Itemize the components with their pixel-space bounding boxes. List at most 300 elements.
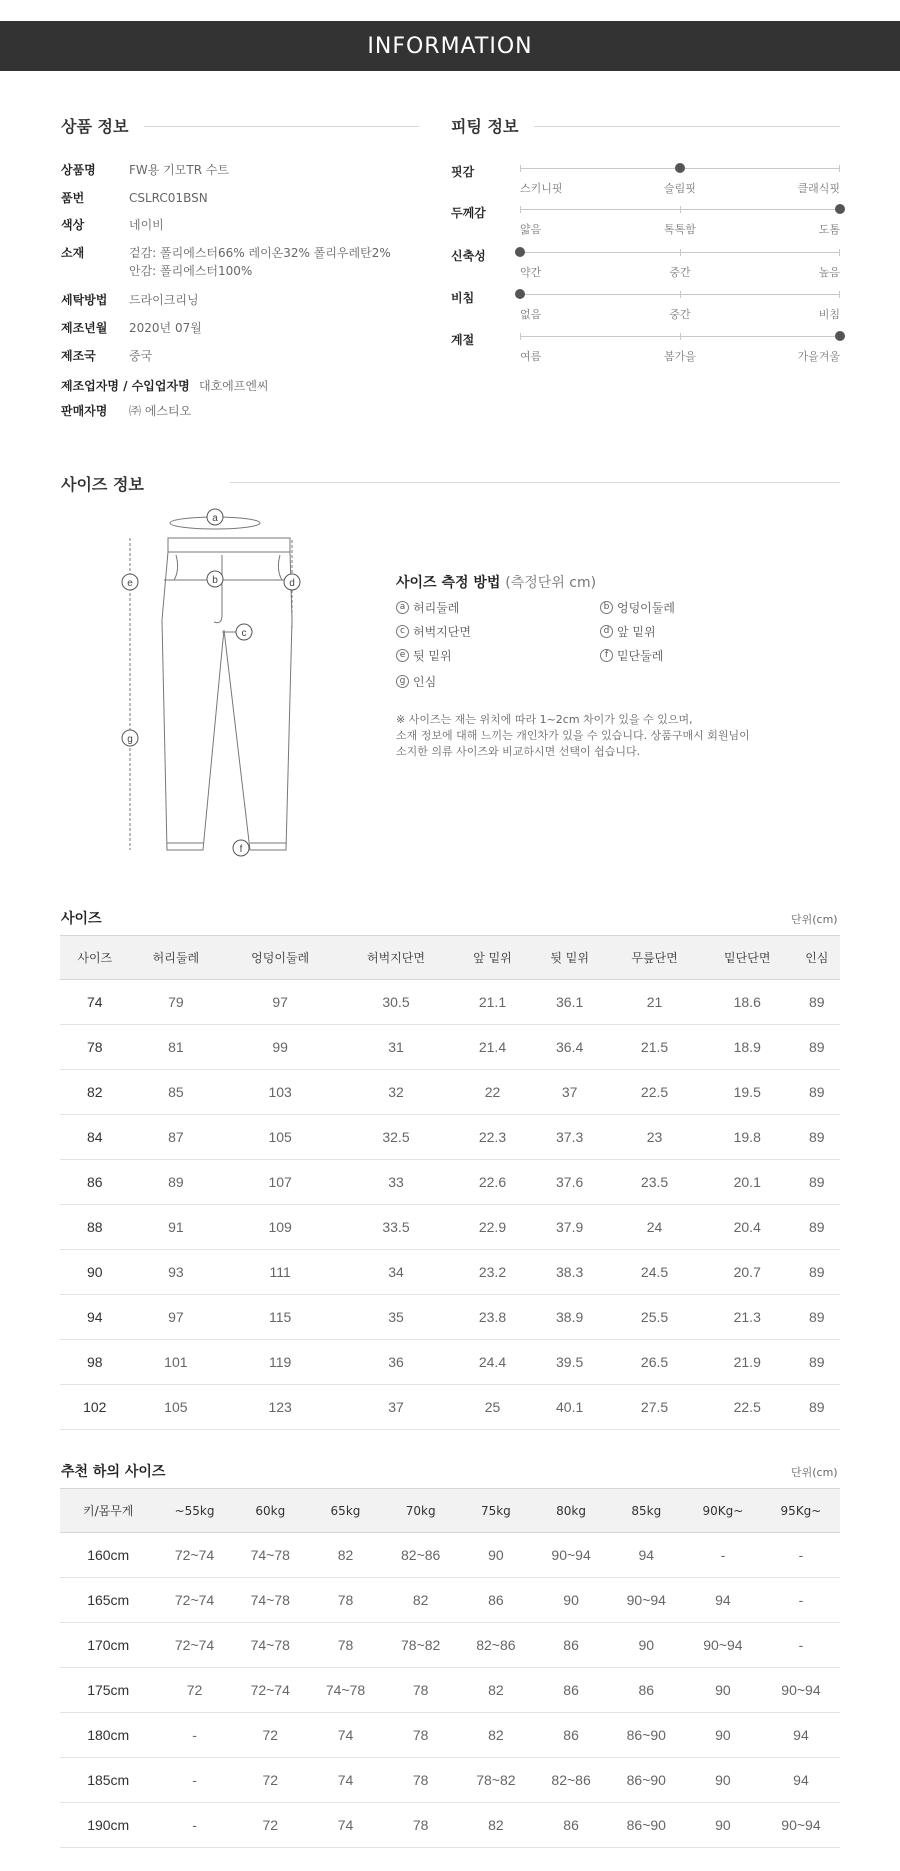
size-table-cell: 20.7: [701, 1250, 794, 1295]
reco-table-cell: 82: [383, 1578, 458, 1623]
table-row: [60, 1623, 840, 1668]
note-line: ※ 사이즈는 재는 위치에 따라 1~2cm 차이가 있을 수 있으며,: [396, 713, 693, 726]
reco-table-cell: 86: [458, 1578, 533, 1623]
reco-table-cell: 82: [308, 1533, 383, 1578]
size-table-cell: 89: [794, 1205, 840, 1250]
size-table-cell: 23.2: [454, 1250, 531, 1295]
measure-label: 앞 밑위: [617, 625, 656, 639]
fit-option-label: 높음: [818, 266, 840, 279]
reco-table-header-cell: 80kg: [533, 1489, 608, 1533]
reco-table-cell: 82~86: [533, 1758, 608, 1803]
table-row: [60, 1340, 840, 1385]
size-table-cell: 89: [794, 980, 840, 1025]
reco-table-header-cell: 90Kg~: [684, 1489, 762, 1533]
fit-selected-dot: [515, 247, 525, 257]
marker-a: a: [212, 513, 218, 524]
reco-table-cell: 72~74: [156, 1623, 232, 1668]
marker-d: d: [289, 578, 295, 589]
info-value: [129, 244, 391, 280]
reco-table-cell: 185cm: [60, 1758, 156, 1803]
fit-tick: [839, 165, 840, 172]
measure-item-e: [396, 647, 452, 664]
waistband: [168, 538, 290, 552]
size-table-cell: 19.5: [701, 1070, 794, 1115]
size-table-header-cell: 무릎단면: [608, 936, 701, 980]
reco-table-cell: 78~82: [383, 1623, 458, 1668]
reco-table-cell: 78: [383, 1713, 458, 1758]
size-table-cell: 34: [338, 1250, 454, 1295]
size-table-cell: 86: [60, 1160, 130, 1205]
size-table-cell: 24.5: [608, 1250, 701, 1295]
size-table-cell: 89: [794, 1025, 840, 1070]
fit-tick: [839, 249, 840, 256]
size-table-cell: 24: [608, 1205, 701, 1250]
reco-table-cell: 90: [684, 1668, 762, 1713]
reco-table-title: 추천 하의 사이즈: [61, 1464, 166, 1480]
reco-table-header-row: [60, 1489, 840, 1533]
size-table-cell: 109: [222, 1205, 338, 1250]
reco-table-cell: 90~94: [762, 1668, 840, 1713]
reco-table-cell: 74: [308, 1713, 383, 1758]
fit-option-label: 약간: [520, 266, 542, 279]
fit-option-label: 비침: [818, 308, 840, 321]
size-table-cell: 20.4: [701, 1205, 794, 1250]
size-table-cell: 37.9: [531, 1205, 608, 1250]
size-table-cell: 98: [60, 1340, 130, 1385]
size-table-cell: 89: [794, 1160, 840, 1205]
fit-selected-dot: [835, 331, 845, 341]
size-table-cell: 89: [794, 1250, 840, 1295]
size-table-cell: 21.3: [701, 1295, 794, 1340]
product-info-title: 상품 정보: [61, 117, 129, 136]
reco-table-cell: 78~82: [458, 1758, 533, 1803]
reco-table-cell: 72: [156, 1668, 232, 1713]
size-table-cell: 81: [130, 1025, 223, 1070]
reco-table-header-cell: ~55kg: [156, 1489, 232, 1533]
reco-table-cell: 78: [308, 1623, 383, 1668]
size-table-cell: 37: [531, 1070, 608, 1115]
fit-tick: [839, 291, 840, 298]
size-table-cell: 89: [794, 1295, 840, 1340]
fitting-info-divider: [534, 126, 840, 127]
reco-table-cell: 72: [233, 1803, 308, 1848]
size-table-cell: 89: [794, 1070, 840, 1115]
size-table-cell: 87: [130, 1115, 223, 1160]
reco-table-cell: 90: [684, 1713, 762, 1758]
reco-table-cell: 165cm: [60, 1578, 156, 1623]
pants-fly: [214, 555, 222, 623]
reco-table-cell: 90: [684, 1803, 762, 1848]
size-table-cell: 84: [60, 1115, 130, 1160]
table-row: [60, 1803, 840, 1848]
size-table-cell: 119: [222, 1340, 338, 1385]
fit-selected-dot: [675, 163, 685, 173]
measure-item-c: [396, 623, 471, 640]
measure-title-text: 사이즈 측정 방법: [396, 575, 501, 591]
size-table-header-cell: 허벅지단면: [338, 936, 454, 980]
size-table-cell: 22: [454, 1070, 531, 1115]
reco-table-cell: 82~86: [458, 1623, 533, 1668]
measure-item-f: [600, 647, 663, 664]
size-table-cell: 21.5: [608, 1025, 701, 1070]
size-table-cell: 74: [60, 980, 130, 1025]
measure-label: 뒷 밑위: [413, 649, 452, 663]
size-table-cell: 93: [130, 1250, 223, 1295]
fit-option-label: 중간: [669, 266, 691, 279]
reco-table-cell: 86~90: [609, 1758, 684, 1803]
reco-table-cell: 72: [233, 1713, 308, 1758]
reco-table-cell: 78: [383, 1668, 458, 1713]
marker-g: g: [127, 734, 133, 745]
reco-table-cell: 94: [762, 1713, 840, 1758]
note-line: 소지한 의류 사이즈와 비교하시면 선택이 쉽습니다.: [396, 745, 641, 758]
measure-mark: c: [396, 625, 409, 638]
info-row-seller: [61, 402, 421, 420]
reco-table-cell: -: [156, 1713, 232, 1758]
fit-scale-line: [520, 168, 840, 169]
measure-label: 엉덩이둘레: [617, 601, 675, 615]
reco-table-cell: 72: [233, 1758, 308, 1803]
size-table-cell: 21: [608, 980, 701, 1025]
measure-label: 허벅지단면: [413, 625, 471, 639]
table-row: [60, 1250, 840, 1295]
reco-table-cell: 82: [458, 1713, 533, 1758]
measure-mark: a: [396, 601, 409, 614]
info-row-code: [61, 189, 421, 207]
size-table-cell: 91: [130, 1205, 223, 1250]
size-table-cell: 94: [60, 1295, 130, 1340]
size-table-cell: 105: [222, 1115, 338, 1160]
table-row: [60, 1115, 840, 1160]
reco-table-cell: -: [156, 1758, 232, 1803]
marker-b: b: [212, 575, 218, 586]
size-table-cell: 97: [222, 980, 338, 1025]
measure-label: 인심: [413, 675, 437, 689]
fit-tick: [680, 291, 681, 298]
size-table-unit: 단위(cm): [791, 913, 838, 926]
size-table-header-cell: 뒷 밑위: [531, 936, 608, 980]
size-table-cell: 89: [794, 1115, 840, 1160]
size-table-header-row: [60, 936, 840, 980]
fit-tick: [680, 333, 681, 340]
fit-selected-dot: [835, 204, 845, 214]
reco-table-cell: 90: [533, 1578, 608, 1623]
size-table-cell: 31: [338, 1025, 454, 1070]
reco-table-header-cell: 75kg: [458, 1489, 533, 1533]
reco-table-cell: 82: [458, 1803, 533, 1848]
info-value: 대호에프엔씨: [199, 379, 269, 393]
size-table-cell: 27.5: [608, 1385, 701, 1430]
reco-table-header-cell: 85kg: [609, 1489, 684, 1533]
size-table-cell: 22.5: [701, 1385, 794, 1430]
reco-table-cell: 74~78: [233, 1533, 308, 1578]
measure-mark: d: [600, 625, 613, 638]
size-info-title: 사이즈 정보: [61, 475, 144, 494]
table-row: [60, 1758, 840, 1803]
size-table-cell: 89: [130, 1160, 223, 1205]
reco-table-header-cell: 70kg: [383, 1489, 458, 1533]
info-value: 드라이크리닝: [129, 293, 199, 307]
size-table-title: 사이즈: [61, 911, 102, 927]
reco-table-cell: 74~78: [233, 1578, 308, 1623]
fit-option-label: 봄가을: [664, 350, 696, 363]
size-table-cell: 115: [222, 1295, 338, 1340]
marker-c: c: [241, 628, 247, 639]
fit-scale-line: [520, 252, 840, 253]
size-table-cell: 36: [338, 1340, 454, 1385]
reco-table-cell: 74~78: [308, 1668, 383, 1713]
reco-table-cell: 190cm: [60, 1803, 156, 1848]
info-key: 상품명: [61, 163, 96, 177]
reco-table-cell: 82~86: [383, 1533, 458, 1578]
size-table-cell: 105: [130, 1385, 223, 1430]
info-value: 중국: [129, 349, 153, 363]
reco-table: [60, 1488, 840, 1848]
material-lining: 안감: 폴리에스터100%: [129, 264, 253, 278]
size-table-cell: 25: [454, 1385, 531, 1430]
fit-option-label: 도톰: [818, 223, 840, 236]
reco-table-cell: 82: [458, 1668, 533, 1713]
size-table-cell: 37: [338, 1385, 454, 1430]
reco-table-cell: 94: [609, 1533, 684, 1578]
size-table-cell: 111: [222, 1250, 338, 1295]
fit-option-label: 없음: [520, 308, 542, 321]
size-table-cell: 23.8: [454, 1295, 531, 1340]
info-row-name: [61, 161, 421, 179]
size-table-cell: 38.9: [531, 1295, 608, 1340]
info-key: 판매자명: [61, 404, 108, 418]
pants-pocket-right: [278, 555, 282, 580]
reco-table-cell: 86: [533, 1623, 608, 1668]
pants-diagram: [110, 500, 310, 865]
reco-table-header-cell: 65kg: [308, 1489, 383, 1533]
size-table-cell: 36.4: [531, 1025, 608, 1070]
size-table-cell: 40.1: [531, 1385, 608, 1430]
info-row-country: [61, 347, 421, 365]
size-table-cell: 37.3: [531, 1115, 608, 1160]
reco-table-cell: 175cm: [60, 1668, 156, 1713]
fit-label: 핏감: [451, 165, 475, 179]
size-table-header-cell: 허리둘레: [130, 936, 223, 980]
reco-table-cell: 160cm: [60, 1533, 156, 1578]
table-row: [60, 1070, 840, 1115]
fit-scale-line: [520, 336, 840, 337]
info-key: 제조업자명 / 수입업자명: [61, 379, 190, 393]
reco-table-cell: 86: [533, 1668, 608, 1713]
reco-table-cell: 74~78: [233, 1623, 308, 1668]
table-row: [60, 1160, 840, 1205]
reco-table-cell: 78: [308, 1578, 383, 1623]
measure-mark: g: [396, 675, 409, 688]
fit-option-label: 클래식핏: [797, 182, 840, 195]
reco-table-header-cell: 95Kg~: [762, 1489, 840, 1533]
fit-tick: [680, 249, 681, 256]
info-row-manufacturer: [61, 377, 421, 395]
fit-tick: [520, 333, 521, 340]
fit-tick: [520, 206, 521, 213]
info-row-color: [61, 216, 421, 234]
reco-table-cell: 72~74: [233, 1668, 308, 1713]
reco-table-header-cell: 60kg: [233, 1489, 308, 1533]
info-key: 제조국: [61, 349, 96, 363]
reco-table-cell: 86~90: [609, 1803, 684, 1848]
size-table-body: [60, 980, 840, 1430]
measure-item-d: [600, 623, 656, 640]
size-table-cell: 18.6: [701, 980, 794, 1025]
fit-option-label: 중간: [669, 308, 691, 321]
measure-label: 허리둘레: [413, 601, 460, 615]
reco-table-cell: 90~94: [609, 1578, 684, 1623]
size-table-cell: 24.4: [454, 1340, 531, 1385]
note-line: 소재 정보에 대해 느끼는 개인차가 있을 수 있습니다. 상품구매시 회원님이: [396, 729, 750, 742]
fit-label: 신축성: [451, 249, 486, 263]
size-table-cell: 99: [222, 1025, 338, 1070]
size-table-cell: 21.4: [454, 1025, 531, 1070]
fit-label: 계절: [451, 333, 475, 347]
size-table-cell: 89: [794, 1340, 840, 1385]
table-row: [60, 1668, 840, 1713]
size-table-cell: 85: [130, 1070, 223, 1115]
measure-mark: b: [600, 601, 613, 614]
size-table-cell: 79: [130, 980, 223, 1025]
fit-selected-dot: [515, 289, 525, 299]
size-table-cell: 78: [60, 1025, 130, 1070]
reco-table-cell: 90~94: [762, 1803, 840, 1848]
reco-table-header-cell: 키/몸무게: [60, 1489, 156, 1533]
size-table-cell: 82: [60, 1070, 130, 1115]
measure-unit: (측정단위 cm): [505, 575, 597, 591]
fit-scale-line: [520, 209, 840, 210]
reco-table-cell: 90~94: [533, 1533, 608, 1578]
size-table-cell: 101: [130, 1340, 223, 1385]
size-table-cell: 22.9: [454, 1205, 531, 1250]
fit-label: 두께감: [451, 206, 486, 220]
info-row-material: [61, 244, 421, 280]
reco-table-cell: 86: [533, 1713, 608, 1758]
table-row: [60, 1533, 840, 1578]
size-table-cell: 23.5: [608, 1160, 701, 1205]
reco-table-cell: -: [762, 1578, 840, 1623]
size-table-cell: 88: [60, 1205, 130, 1250]
fit-label: 비침: [451, 291, 475, 305]
size-table-cell: 21.9: [701, 1340, 794, 1385]
reco-table-cell: -: [156, 1803, 232, 1848]
reco-table-cell: 170cm: [60, 1623, 156, 1668]
pants-pocket-left: [174, 555, 178, 580]
size-table: [60, 935, 840, 1430]
table-row: [60, 1578, 840, 1623]
marker-f: f: [239, 844, 243, 855]
measure-label: 밑단둘레: [617, 649, 664, 663]
size-table-cell: 30.5: [338, 980, 454, 1025]
size-table-cell: 90: [60, 1250, 130, 1295]
reco-table-cell: 78: [383, 1803, 458, 1848]
reco-table-cell: 86: [533, 1803, 608, 1848]
measure-item-b: [600, 599, 675, 616]
reco-table-body: [60, 1533, 840, 1848]
reco-table-cell: 94: [762, 1758, 840, 1803]
banner-title: INFORMATION: [367, 33, 533, 59]
size-table-cell: 33: [338, 1160, 454, 1205]
size-table-cell: 19.8: [701, 1115, 794, 1160]
table-row: [60, 1295, 840, 1340]
reco-table-cell: 72~74: [156, 1578, 232, 1623]
reco-table-cell: 90: [458, 1533, 533, 1578]
pants-outline: [162, 552, 292, 850]
fit-option-label: 톡톡함: [664, 223, 696, 236]
reco-table-cell: -: [762, 1623, 840, 1668]
fit-option-label: 얇음: [520, 223, 542, 236]
reco-table-cell: 90~94: [684, 1623, 762, 1668]
reco-table-cell: -: [684, 1533, 762, 1578]
marker-e: e: [127, 578, 133, 589]
fit-option-label: 슬림핏: [664, 182, 696, 195]
table-row: [60, 1713, 840, 1758]
measure-mark: e: [396, 649, 409, 662]
info-row-wash: [61, 291, 421, 309]
size-table-cell: 32.5: [338, 1115, 454, 1160]
size-table-cell: 102: [60, 1385, 130, 1430]
reco-table-cell: 72~74: [156, 1533, 232, 1578]
info-key: 세탁방법: [61, 293, 108, 307]
table-row: [60, 1205, 840, 1250]
size-table-cell: 26.5: [608, 1340, 701, 1385]
info-value: FW용 기모TR 수트: [129, 163, 230, 177]
size-table-cell: 97: [130, 1295, 223, 1340]
info-key: 색상: [61, 218, 85, 232]
fit-tick: [520, 165, 521, 172]
reco-table-cell: 180cm: [60, 1713, 156, 1758]
size-table-cell: 23: [608, 1115, 701, 1160]
info-key: 품번: [61, 191, 85, 205]
reco-table-cell: 74: [308, 1803, 383, 1848]
fit-option-label: 여름: [520, 350, 542, 363]
reco-table-cell: 86: [609, 1668, 684, 1713]
size-table-cell: 36.1: [531, 980, 608, 1025]
material-outer: 겉감: 폴리에스터66% 레이온32% 폴리우레탄2%: [129, 246, 391, 260]
reco-table-cell: 94: [684, 1578, 762, 1623]
fitting-info-title: 피팅 정보: [451, 117, 519, 136]
size-table-cell: 33.5: [338, 1205, 454, 1250]
size-table-cell: 22.5: [608, 1070, 701, 1115]
size-info-divider: [230, 482, 840, 483]
fit-option-label: 스키니핏: [520, 182, 563, 195]
info-row-date: [61, 319, 421, 337]
measure-item-g: [396, 673, 436, 690]
size-table-header-cell: 앞 밑위: [454, 936, 531, 980]
measure-method-title: [396, 572, 596, 592]
reco-table-cell: 90: [609, 1623, 684, 1668]
information-banner: [0, 21, 900, 71]
size-table-header-cell: 엉덩이둘레: [222, 936, 338, 980]
size-table-cell: 89: [794, 1385, 840, 1430]
size-note: [396, 712, 816, 760]
size-table-header-cell: 밑단단면: [701, 936, 794, 980]
size-table-cell: 25.5: [608, 1295, 701, 1340]
size-table-cell: 22.6: [454, 1160, 531, 1205]
measure-item-a: [396, 599, 459, 616]
reco-table-cell: 90: [684, 1758, 762, 1803]
info-value: 2020년 07월: [129, 321, 202, 335]
size-table-cell: 37.6: [531, 1160, 608, 1205]
reco-table-unit: 단위(cm): [791, 1466, 838, 1479]
product-info-divider: [144, 126, 419, 127]
table-row: [60, 1025, 840, 1070]
info-key: 제조년월: [61, 321, 108, 335]
size-table-cell: 35: [338, 1295, 454, 1340]
info-key: 소재: [61, 246, 85, 260]
reco-table-cell: -: [762, 1533, 840, 1578]
